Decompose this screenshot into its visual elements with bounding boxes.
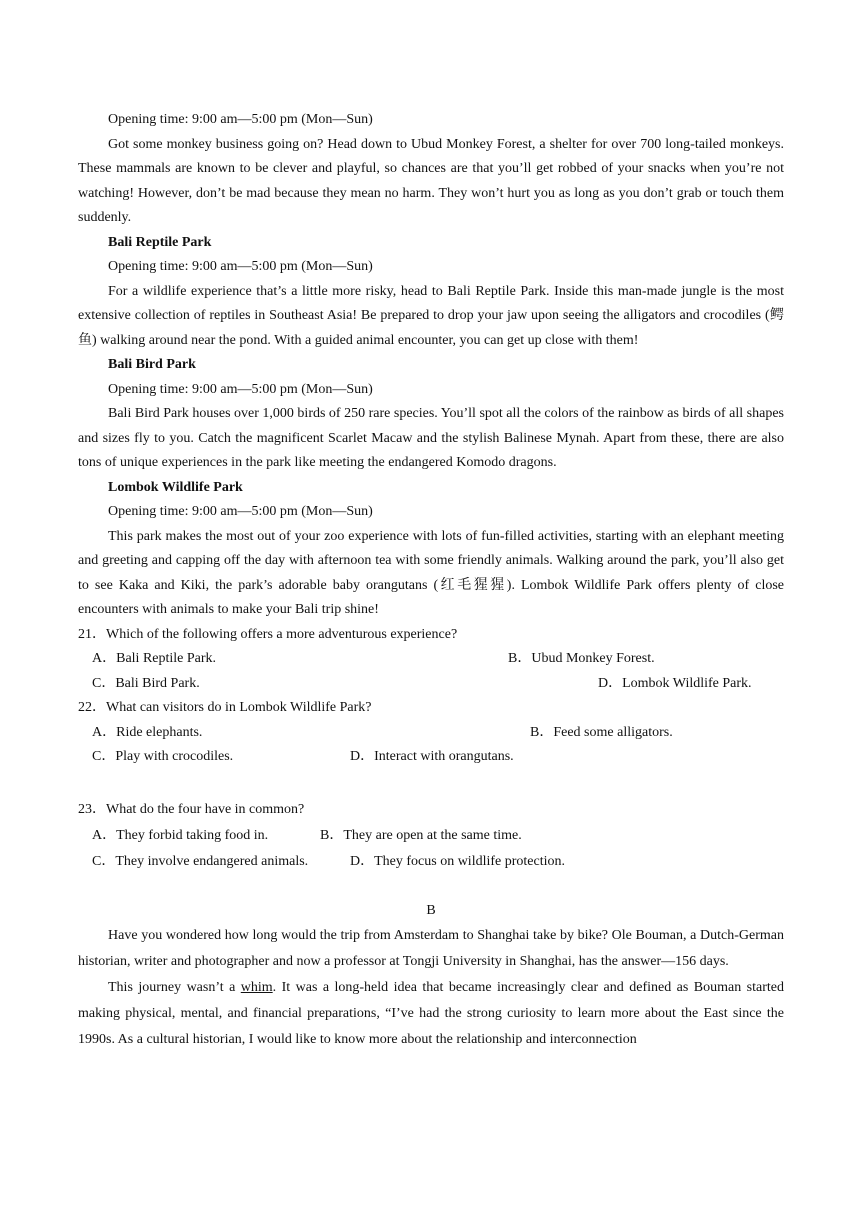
question-22 bbox=[78, 696, 784, 770]
lombok-park-title: Lombok Wildlife Park bbox=[108, 479, 243, 495]
bird-park-title: Bali Bird Park bbox=[108, 357, 196, 372]
question-stem: 23．What do the four have in common? bbox=[78, 801, 305, 817]
option-c: C．Play with crocodiles. bbox=[92, 749, 234, 764]
option-row bbox=[78, 745, 784, 770]
option-row bbox=[78, 849, 784, 875]
spacer bbox=[78, 770, 784, 797]
document-content bbox=[78, 108, 784, 1053]
option-row bbox=[78, 823, 784, 849]
option-row bbox=[78, 721, 784, 746]
question-21 bbox=[78, 623, 784, 697]
option-d: D．Lombok Wildlife Park. bbox=[598, 675, 752, 691]
option-a: A．Bali Reptile Park. bbox=[92, 651, 217, 666]
paragraph-text: . It was a long-held idea that became increasingly clear and defined as Bouman started making physical, mental, and financial preparations, “I’ve had the strong curiosity to learn more about the East since the 1990s. As a cultural historian, I would like to know more about the relationship and interconnection bbox=[78, 980, 784, 1047]
bird-park-hours: Opening time: 9:00 am—5:00 pm (Mon—Sun) bbox=[108, 381, 373, 397]
section-b-heading: B bbox=[426, 902, 436, 918]
reptile-park-hours: Opening time: 9:00 am—5:00 pm (Mon—Sun) bbox=[108, 259, 373, 274]
reptile-park-description: For a wildlife experience that’s a little more risky, head to Bali Reptile Park. Inside this man-made jungle is the most extensive collection of reptiles in Southeast Asia! Be prepared to drop your jaw upon seeing the alligators and crocodiles (鳄鱼) walking around near the pond. With a guided animal encounter, you can get up close with them! bbox=[78, 283, 784, 348]
option-row bbox=[78, 672, 784, 697]
option-a: A．They forbid taking food in. bbox=[92, 827, 269, 843]
option-c: C．They involve endangered animals. bbox=[92, 853, 309, 869]
lombok-park-hours: Opening time: 9:00 am—5:00 pm (Mon—Sun) bbox=[108, 504, 373, 519]
option-b: B．They are open at the same time. bbox=[320, 827, 522, 843]
spacer bbox=[78, 875, 784, 889]
option-d: D．They focus on wildlife protection. bbox=[350, 853, 566, 869]
option-b: B．Feed some alligators. bbox=[530, 724, 673, 740]
option-row bbox=[78, 647, 784, 672]
option-a: A．Ride elephants. bbox=[92, 724, 203, 740]
option-b: B．Ubud Monkey Forest. bbox=[508, 651, 655, 666]
section-b-paragraph-2 bbox=[78, 975, 784, 1053]
monkey-forest-description: Got some monkey business going on? Head down to Ubud Monkey Forest, a shelter for over 700 long-tailed monkeys. These mammals are known to be clever and playful, so chances are that you’ll get robbed of your snacks when you’re not watching! However, don’t be mad because they mean no harm. They won’t hurt you as long as you don’t grab or touch them suddenly. bbox=[78, 136, 784, 225]
option-d: D．Interact with orangutans. bbox=[350, 749, 514, 764]
reptile-park-title: Bali Reptile Park bbox=[108, 234, 212, 250]
option-c: C．Bali Bird Park. bbox=[92, 675, 200, 691]
paragraph-text: This journey wasn’t a bbox=[108, 980, 241, 995]
lombok-park-description: This park makes the most out of your zoo experience with lots of fun-filled activities, starting with an elephant meeting and greeting and capping off the day with afternoon tea with some friendly animals. Walking around the park, you’ll also get to see Kaka and Kiki, the park’s adorable baby orangutans (红毛猩猩). Lombok Wildlife Park offers plenty of close encounters with animals to make your Bali trip shine! bbox=[78, 528, 784, 617]
monkey-forest-hours: Opening time: 9:00 am—5:00 pm (Mon—Sun) bbox=[108, 112, 373, 127]
question-23 bbox=[78, 797, 784, 875]
bird-park-description: Bali Bird Park houses over 1,000 birds of 250 rare species. You’ll spot all the colors of the rainbow as birds of all shapes and sizes fly to you. Catch the magnificent Scarlet Macaw and the stylish Balinese Mynah. Apart from these, there are also tons of unique experiences in the park like meeting the endangered Komodo dragons. bbox=[78, 406, 784, 470]
underlined-word: whim bbox=[240, 980, 273, 995]
question-stem: 22．What can visitors do in Lombok Wildlife Park? bbox=[78, 700, 372, 715]
section-b-paragraph-1: Have you wondered how long would the trip from Amsterdam to Shanghai take by bike? Ole Bouman, a Dutch-German historian, writer and photographer and now a professor at Tongji University in Shanghai, has the answer—156 days. bbox=[78, 928, 784, 969]
question-stem: 21．Which of the following offers a more adventurous experience? bbox=[78, 626, 458, 642]
